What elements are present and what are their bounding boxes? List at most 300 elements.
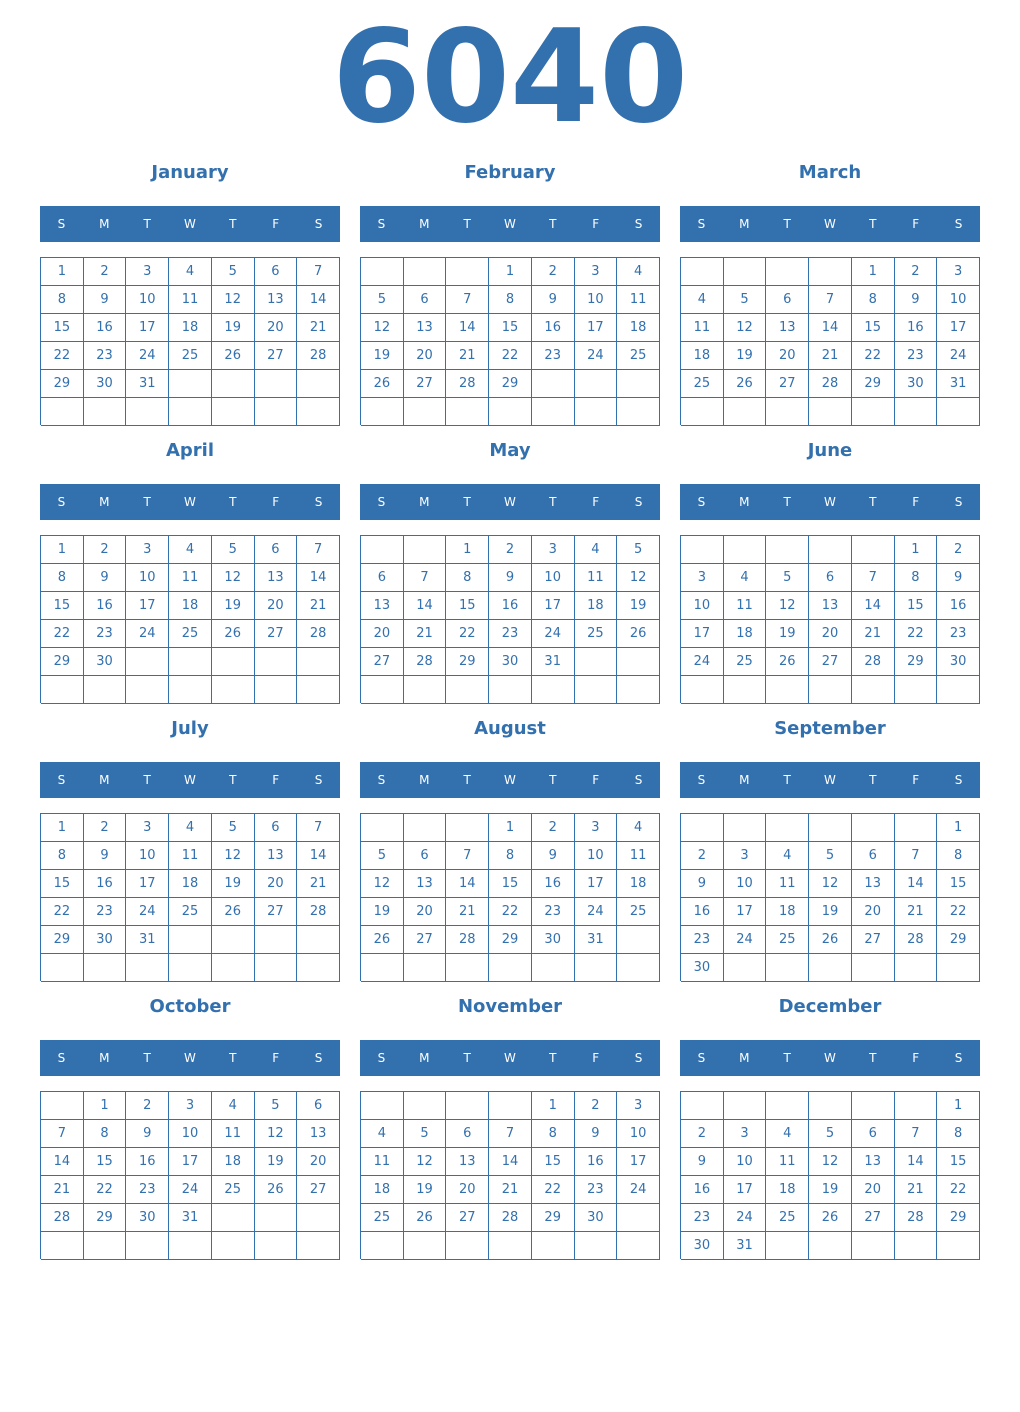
day-cell: 21 [297, 592, 340, 620]
day-cell: 26 [212, 898, 255, 926]
weekday-label: W [184, 495, 196, 509]
day-cell: 3 [575, 814, 618, 842]
day-cell: 29 [852, 370, 895, 398]
weekday-label: S [634, 773, 643, 787]
empty-day-cell [681, 814, 724, 842]
day-cell: 12 [724, 314, 767, 342]
day-cell: 4 [169, 536, 212, 564]
weekday-label: F [912, 217, 920, 231]
day-cell: 15 [852, 314, 895, 342]
empty-day-cell [361, 814, 404, 842]
month-name: February [464, 162, 556, 183]
weekday-label: T [463, 773, 471, 787]
day-cell: 1 [489, 814, 532, 842]
day-cell: 26 [255, 1176, 298, 1204]
empty-day-cell [212, 926, 255, 954]
day-cell: 11 [681, 314, 724, 342]
day-cell: 4 [361, 1120, 404, 1148]
day-cell: 15 [84, 1148, 127, 1176]
day-cell: 7 [895, 842, 938, 870]
day-cell: 5 [809, 1120, 852, 1148]
day-cell: 4 [212, 1092, 255, 1120]
empty-day-cell [532, 398, 575, 426]
day-cell: 14 [446, 314, 489, 342]
day-cell: 1 [937, 1092, 980, 1120]
empty-day-cell [446, 814, 489, 842]
weekday-label: M [739, 773, 750, 787]
empty-day-cell [126, 954, 169, 982]
day-cell: 17 [617, 1148, 660, 1176]
day-cell: 3 [617, 1092, 660, 1120]
day-cell: 20 [852, 898, 895, 926]
day-cell: 15 [41, 314, 84, 342]
day-cell: 28 [41, 1204, 84, 1232]
weekday-label: S [377, 773, 386, 787]
weekday-label: F [272, 495, 280, 509]
day-cell: 3 [937, 258, 980, 286]
day-cell: 16 [532, 870, 575, 898]
empty-day-cell [41, 954, 84, 982]
day-cell: 4 [766, 1120, 809, 1148]
day-cell: 9 [532, 842, 575, 870]
empty-day-cell [852, 1092, 895, 1120]
weekday-label: S [634, 1051, 643, 1065]
empty-day-cell [724, 536, 767, 564]
day-cell: 22 [84, 1176, 127, 1204]
day-cell: 28 [404, 648, 447, 676]
day-cell: 26 [212, 620, 255, 648]
empty-day-cell [297, 398, 340, 426]
day-cell: 1 [489, 258, 532, 286]
day-cell: 28 [446, 370, 489, 398]
day-cell: 15 [41, 592, 84, 620]
weekday-label: F [592, 1051, 600, 1065]
day-cell: 30 [681, 1232, 724, 1260]
weekday-label: M [99, 773, 110, 787]
empty-day-cell [617, 1204, 660, 1232]
day-cell: 9 [489, 564, 532, 592]
weekday-label: S [57, 495, 66, 509]
day-grid [680, 813, 980, 981]
day-cell: 27 [297, 1176, 340, 1204]
empty-day-cell [169, 370, 212, 398]
empty-day-cell [446, 398, 489, 426]
weekday-label: F [912, 495, 920, 509]
weekday-label: W [504, 773, 516, 787]
day-cell: 6 [404, 286, 447, 314]
day-cell: 6 [446, 1120, 489, 1148]
day-cell: 25 [766, 926, 809, 954]
day-cell: 8 [84, 1120, 127, 1148]
day-cell: 19 [361, 898, 404, 926]
day-cell: 5 [404, 1120, 447, 1148]
day-cell: 10 [724, 870, 767, 898]
day-cell: 13 [446, 1148, 489, 1176]
empty-day-cell [404, 814, 447, 842]
day-cell: 25 [681, 370, 724, 398]
day-cell: 24 [126, 620, 169, 648]
day-grid [680, 257, 980, 425]
day-cell: 3 [126, 258, 169, 286]
empty-day-cell [404, 1232, 447, 1260]
weekday-label: T [229, 495, 237, 509]
day-grid [360, 1091, 660, 1259]
day-cell: 19 [766, 620, 809, 648]
day-cell: 13 [404, 314, 447, 342]
day-cell: 17 [724, 1176, 767, 1204]
day-cell: 14 [297, 842, 340, 870]
day-cell: 30 [84, 648, 127, 676]
day-cell: 11 [617, 286, 660, 314]
empty-day-cell [489, 398, 532, 426]
month-name: July [171, 718, 209, 739]
empty-day-cell [617, 1232, 660, 1260]
day-cell: 15 [532, 1148, 575, 1176]
day-grid [40, 1091, 340, 1259]
day-cell: 19 [809, 1176, 852, 1204]
weekday-label: S [954, 217, 963, 231]
day-cell: 1 [937, 814, 980, 842]
day-cell: 14 [489, 1148, 532, 1176]
day-cell: 24 [724, 1204, 767, 1232]
day-cell: 11 [724, 592, 767, 620]
empty-day-cell [809, 954, 852, 982]
day-cell: 6 [297, 1092, 340, 1120]
empty-day-cell [681, 258, 724, 286]
weekday-label: S [57, 773, 66, 787]
day-cell: 23 [532, 342, 575, 370]
day-cell: 26 [617, 620, 660, 648]
day-cell: 20 [809, 620, 852, 648]
day-cell: 13 [404, 870, 447, 898]
day-cell: 1 [41, 258, 84, 286]
day-cell: 18 [212, 1148, 255, 1176]
weekday-header [680, 206, 980, 242]
empty-day-cell [169, 398, 212, 426]
empty-day-cell [681, 676, 724, 704]
day-cell: 3 [724, 1120, 767, 1148]
day-cell: 4 [724, 564, 767, 592]
day-cell: 20 [255, 870, 298, 898]
day-cell: 7 [404, 564, 447, 592]
day-cell: 5 [361, 286, 404, 314]
day-cell: 13 [255, 564, 298, 592]
day-cell: 23 [126, 1176, 169, 1204]
day-cell: 19 [212, 592, 255, 620]
day-cell: 22 [489, 342, 532, 370]
day-cell: 16 [681, 898, 724, 926]
day-cell: 7 [297, 536, 340, 564]
day-cell: 21 [895, 1176, 938, 1204]
day-cell: 31 [126, 926, 169, 954]
day-cell: 6 [766, 286, 809, 314]
empty-day-cell [724, 954, 767, 982]
day-cell: 4 [575, 536, 618, 564]
day-cell: 21 [895, 898, 938, 926]
day-grid [680, 535, 980, 703]
day-cell: 17 [169, 1148, 212, 1176]
empty-day-cell [766, 814, 809, 842]
empty-day-cell [809, 536, 852, 564]
empty-day-cell [575, 1232, 618, 1260]
day-cell: 23 [84, 342, 127, 370]
day-cell: 23 [575, 1176, 618, 1204]
day-cell: 18 [724, 620, 767, 648]
day-cell: 10 [126, 564, 169, 592]
day-cell: 19 [617, 592, 660, 620]
day-cell: 28 [446, 926, 489, 954]
day-cell: 13 [809, 592, 852, 620]
empty-day-cell [169, 648, 212, 676]
empty-day-cell [895, 814, 938, 842]
day-cell: 23 [937, 620, 980, 648]
empty-day-cell [809, 398, 852, 426]
day-cell: 21 [446, 898, 489, 926]
weekday-label: T [869, 495, 877, 509]
weekday-label: T [463, 217, 471, 231]
day-cell: 22 [489, 898, 532, 926]
day-cell: 4 [169, 258, 212, 286]
day-cell: 22 [852, 342, 895, 370]
empty-day-cell [126, 398, 169, 426]
day-cell: 21 [297, 314, 340, 342]
day-cell: 16 [532, 314, 575, 342]
day-cell: 5 [255, 1092, 298, 1120]
day-cell: 2 [895, 258, 938, 286]
day-cell: 20 [852, 1176, 895, 1204]
weekday-label: S [377, 1051, 386, 1065]
empty-day-cell [212, 648, 255, 676]
empty-day-cell [255, 1204, 298, 1232]
empty-day-cell [937, 398, 980, 426]
weekday-label: W [824, 495, 836, 509]
weekday-label: M [739, 1051, 750, 1065]
empty-day-cell [297, 1204, 340, 1232]
day-cell: 30 [489, 648, 532, 676]
weekday-label: T [143, 1051, 151, 1065]
day-cell: 6 [255, 258, 298, 286]
empty-day-cell [404, 258, 447, 286]
day-cell: 1 [895, 536, 938, 564]
day-cell: 12 [212, 286, 255, 314]
empty-day-cell [724, 1092, 767, 1120]
weekday-header [40, 1040, 340, 1076]
day-cell: 24 [617, 1176, 660, 1204]
month-name: May [489, 440, 531, 461]
day-cell: 27 [766, 370, 809, 398]
day-cell: 8 [489, 286, 532, 314]
day-cell: 25 [724, 648, 767, 676]
day-cell: 23 [84, 898, 127, 926]
day-cell: 29 [489, 926, 532, 954]
day-grid [40, 257, 340, 425]
empty-day-cell [446, 1232, 489, 1260]
empty-day-cell [255, 926, 298, 954]
day-cell: 25 [361, 1204, 404, 1232]
day-cell: 15 [937, 870, 980, 898]
day-cell: 6 [852, 842, 895, 870]
day-cell: 20 [404, 898, 447, 926]
day-cell: 17 [575, 314, 618, 342]
day-cell: 11 [169, 564, 212, 592]
empty-day-cell [937, 954, 980, 982]
day-cell: 7 [489, 1120, 532, 1148]
day-cell: 20 [404, 342, 447, 370]
day-cell: 8 [937, 1120, 980, 1148]
day-cell: 17 [126, 314, 169, 342]
day-cell: 3 [575, 258, 618, 286]
empty-day-cell [724, 258, 767, 286]
day-cell: 12 [809, 1148, 852, 1176]
weekday-label: S [314, 773, 323, 787]
weekday-label: W [504, 495, 516, 509]
day-cell: 16 [84, 314, 127, 342]
empty-day-cell [446, 1092, 489, 1120]
day-cell: 8 [41, 842, 84, 870]
empty-day-cell [84, 676, 127, 704]
day-cell: 25 [212, 1176, 255, 1204]
weekday-label: T [229, 217, 237, 231]
day-cell: 22 [41, 898, 84, 926]
weekday-header [360, 1040, 660, 1076]
day-cell: 23 [84, 620, 127, 648]
empty-day-cell [255, 1232, 298, 1260]
empty-day-cell [681, 1092, 724, 1120]
weekday-label: F [272, 773, 280, 787]
day-cell: 31 [937, 370, 980, 398]
day-cell: 21 [446, 342, 489, 370]
day-cell: 31 [169, 1204, 212, 1232]
day-cell: 19 [809, 898, 852, 926]
weekday-label: S [697, 1051, 706, 1065]
day-cell: 18 [766, 1176, 809, 1204]
day-cell: 5 [766, 564, 809, 592]
day-cell: 17 [724, 898, 767, 926]
empty-day-cell [404, 398, 447, 426]
weekday-label: F [592, 217, 600, 231]
day-cell: 12 [255, 1120, 298, 1148]
month-name: March [798, 162, 862, 183]
day-cell: 20 [255, 592, 298, 620]
day-cell: 14 [297, 564, 340, 592]
empty-day-cell [532, 1232, 575, 1260]
day-cell: 18 [169, 314, 212, 342]
empty-day-cell [297, 1232, 340, 1260]
day-cell: 16 [84, 592, 127, 620]
weekday-label: M [419, 773, 430, 787]
day-grid [680, 1091, 980, 1259]
day-cell: 14 [895, 1148, 938, 1176]
day-cell: 10 [575, 842, 618, 870]
day-cell: 29 [41, 926, 84, 954]
weekday-label: F [912, 773, 920, 787]
weekday-label: M [419, 1051, 430, 1065]
weekday-label: S [634, 495, 643, 509]
day-cell: 22 [41, 620, 84, 648]
day-cell: 21 [489, 1176, 532, 1204]
day-cell: 18 [681, 342, 724, 370]
empty-day-cell [937, 676, 980, 704]
day-cell: 4 [617, 258, 660, 286]
day-cell: 15 [489, 314, 532, 342]
day-cell: 23 [681, 1204, 724, 1232]
weekday-label: M [99, 1051, 110, 1065]
empty-day-cell [937, 1232, 980, 1260]
weekday-label: W [824, 1051, 836, 1065]
empty-day-cell [255, 648, 298, 676]
month-name: October [149, 996, 231, 1017]
day-cell: 24 [575, 898, 618, 926]
weekday-header [40, 484, 340, 520]
day-cell: 18 [617, 870, 660, 898]
weekday-label: S [954, 773, 963, 787]
day-cell: 28 [852, 648, 895, 676]
weekday-label: T [783, 773, 791, 787]
day-cell: 9 [84, 286, 127, 314]
empty-day-cell [212, 370, 255, 398]
empty-day-cell [255, 676, 298, 704]
empty-day-cell [575, 370, 618, 398]
day-cell: 27 [361, 648, 404, 676]
day-cell: 31 [575, 926, 618, 954]
day-cell: 9 [84, 564, 127, 592]
empty-day-cell [212, 954, 255, 982]
day-cell: 30 [532, 926, 575, 954]
day-cell: 26 [361, 926, 404, 954]
day-cell: 17 [126, 592, 169, 620]
day-cell: 1 [446, 536, 489, 564]
day-cell: 14 [297, 286, 340, 314]
day-cell: 28 [297, 620, 340, 648]
day-cell: 2 [84, 814, 127, 842]
empty-day-cell [852, 536, 895, 564]
weekday-label: T [143, 773, 151, 787]
day-cell: 9 [895, 286, 938, 314]
weekday-header [680, 1040, 980, 1076]
day-cell: 26 [766, 648, 809, 676]
month-name: June [807, 440, 853, 461]
day-cell: 26 [809, 1204, 852, 1232]
empty-day-cell [297, 926, 340, 954]
day-cell: 6 [809, 564, 852, 592]
weekday-label: T [143, 495, 151, 509]
empty-day-cell [724, 814, 767, 842]
day-cell: 17 [532, 592, 575, 620]
day-cell: 3 [681, 564, 724, 592]
day-cell: 7 [852, 564, 895, 592]
empty-day-cell [169, 954, 212, 982]
day-cell: 29 [532, 1204, 575, 1232]
empty-day-cell [575, 954, 618, 982]
empty-day-cell [852, 1232, 895, 1260]
weekday-label: T [869, 1051, 877, 1065]
day-cell: 13 [297, 1120, 340, 1148]
day-cell: 23 [681, 926, 724, 954]
empty-day-cell [255, 954, 298, 982]
empty-day-cell [852, 676, 895, 704]
day-cell: 9 [532, 286, 575, 314]
day-cell: 10 [126, 842, 169, 870]
day-cell: 4 [169, 814, 212, 842]
empty-day-cell [489, 1232, 532, 1260]
empty-day-cell [212, 1204, 255, 1232]
day-cell: 10 [724, 1148, 767, 1176]
empty-day-cell [84, 398, 127, 426]
day-cell: 7 [41, 1120, 84, 1148]
empty-day-cell [617, 954, 660, 982]
day-cell: 6 [852, 1120, 895, 1148]
day-cell: 22 [895, 620, 938, 648]
